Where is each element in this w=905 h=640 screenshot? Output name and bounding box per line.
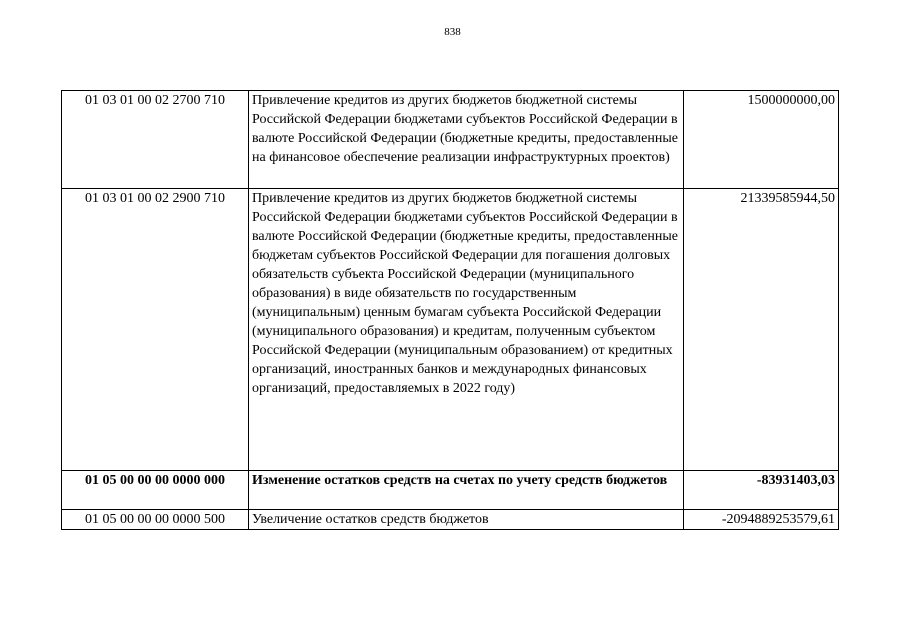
description-cell: Привлечение кредитов из других бюджетов бюджетной системы Российской Федерации бюджетами субъектов Российской Федерации в валюте Российской Федерации (бюджетные кредиты, предоставленные на финансовое обеспечение реализации инфраструктурных проектов) [249,91,684,189]
description-cell: Увеличение остатков средств бюджетов [249,510,684,530]
page-number: 838 [444,26,461,38]
description-cell: Привлечение кредитов из других бюджетов бюджетной системы Российской Федерации бюджетами субъектов Российской Федерации в валюте Российской Федерации (бюджетные кредиты, предоставленные бюджетам субъектов Российской Федерации для погашения долговых обязательств субъекта Российской Федерации (муниципального образования) в виде обязательств по государственным (муниципальным) ценным бумагам субъекта Российской Федерации (муниципального образования) и кредитам, полученным субъектом Российской Федерации (муниципальным образованием) от кредитных организаций, иностранных банков и международных финансовых организаций, предоставляемых в 2022 году) [249,189,684,471]
table-row [62,91,839,189]
amount-cell: -2094889253579,61 [684,510,839,530]
budget-sources-table [61,90,839,530]
amount-cell: -83931403,03 [684,471,839,510]
amount-cell: 1500000000,00 [684,91,839,189]
amount-cell: 21339585944,50 [684,189,839,471]
budget-code-cell: 01 05 00 00 00 0000 000 [62,471,249,510]
table-row [62,189,839,471]
table-row [62,510,839,530]
table-row [62,471,839,510]
budget-code-cell: 01 05 00 00 00 0000 500 [62,510,249,530]
description-cell: Изменение остатков средств на счетах по учету средств бюджетов [249,471,684,510]
budget-code-cell: 01 03 01 00 02 2700 710 [62,91,249,189]
budget-code-cell: 01 03 01 00 02 2900 710 [62,189,249,471]
